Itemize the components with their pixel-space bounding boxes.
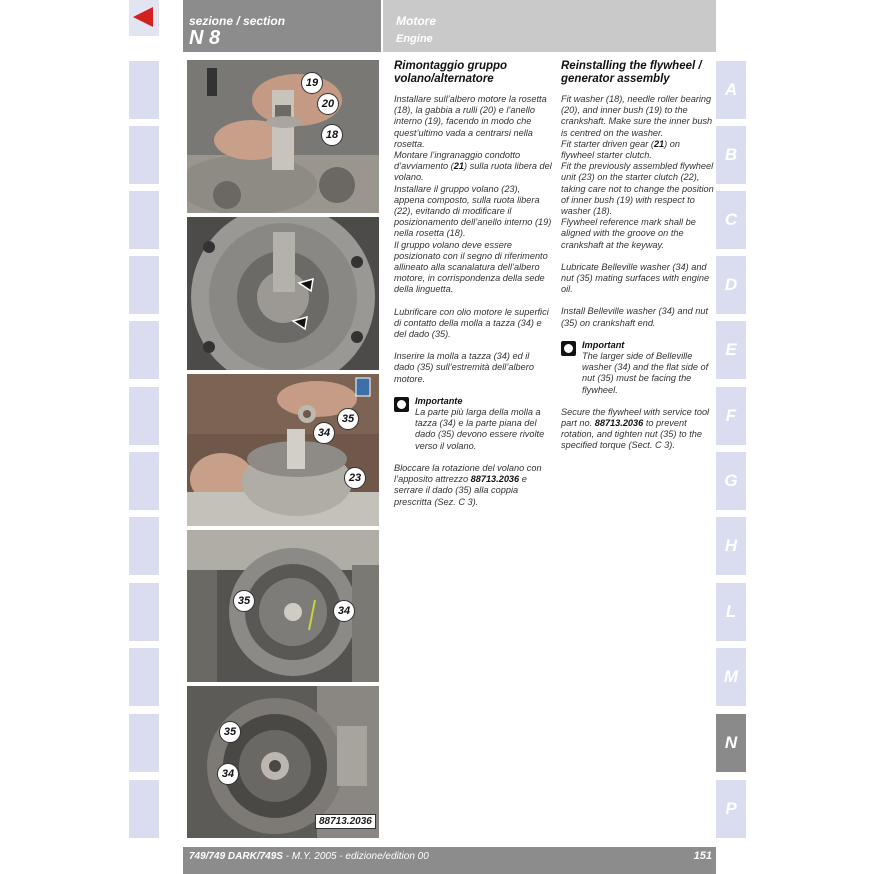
tab-f[interactable]: F	[716, 387, 746, 445]
text-en-4a: Secure the flywheel with service tool part no.	[561, 406, 710, 429]
paragraph-en-4	[561, 407, 715, 452]
chapter-header	[383, 0, 716, 52]
left-tab	[129, 780, 159, 838]
page-footer	[183, 847, 716, 874]
photo-washer-bearing	[187, 60, 379, 213]
left-tab	[129, 648, 159, 706]
text-it-1c: ) sulla ruota libera del volano.	[394, 161, 552, 183]
left-tab	[129, 583, 159, 641]
callout-20: 20	[317, 93, 339, 115]
important-title-en: Important	[582, 339, 625, 350]
footer-model: 749/749 DARK/749S	[189, 851, 283, 862]
tab-h[interactable]: H	[716, 517, 746, 575]
left-tab	[129, 517, 159, 575]
tab-n[interactable]: N	[716, 714, 746, 772]
tab-g[interactable]: G	[716, 452, 746, 510]
callout-18: 18	[321, 124, 343, 146]
page-number: 151	[693, 850, 712, 862]
tab-a[interactable]: A	[716, 61, 746, 119]
warning-icon	[394, 397, 409, 412]
callout-35: 35	[337, 408, 359, 430]
left-tab	[129, 452, 159, 510]
footer-model-line	[189, 851, 429, 862]
important-text-it: La parte più larga della molla a tazza (34) e la parte piana del dado (35) devono essere rivolte verso il volano.	[415, 407, 545, 451]
tab-c[interactable]: C	[716, 191, 746, 249]
paragraph-it-3: Inserire la molla a tazza (34) ed il dado (35) sull’estremità dell’albero motore.	[394, 351, 534, 384]
heading-italian	[394, 60, 552, 86]
heading-english	[561, 60, 715, 86]
heading-english-line1: Reinstalling the flywheel /	[561, 60, 702, 72]
callout-34: 34	[333, 600, 355, 622]
photo-nut-installed	[187, 530, 379, 682]
callout-35: 35	[233, 590, 255, 612]
paragraph-en-2: Lubricate Belleville washer (34) and nut (35) mating surfaces with engine oil.	[561, 261, 710, 295]
text-it-1b-bold: 21	[453, 161, 464, 172]
text-en-4b: to prevent rotation, and tighten nut (35) to the specified torque (Sect. C 3).	[561, 418, 702, 451]
tab-p[interactable]: P	[716, 780, 746, 838]
text-it-4-bold: 88713.2036	[470, 474, 520, 485]
text-it-1e: Il gruppo volano deve essere posizionato con il segno di riferimento allineato alla scanalatura dell’albero motore, in corrispondenza della sede della linguetta.	[394, 239, 548, 295]
text-it-1d: Installare il gruppo volano (23), appena composto, sulla ruota libera (22), evitando di modificare il posizionamento dell’anello interno (19) nella rosetta (18).	[394, 183, 552, 239]
left-tab	[129, 321, 159, 379]
text-it-1b: Montare l’ingranaggio condotto d’avviamento (	[394, 150, 521, 172]
text-it-1a: Installare sull’albero motore la rosetta (18), la gabbia a rulli (20) e l’anello interno (19), facendo in modo che quest’ultimo vada a centrarsi nella rosetta.	[394, 94, 547, 149]
text-en-1d: Fit the previously assembled flywheel unit (23) on the starter clutch (22), taking care not to change the position of inner bush (19) with respect to washer (18).	[561, 161, 714, 217]
warning-icon	[561, 341, 576, 356]
callout-19: 19	[301, 72, 323, 94]
callout-35: 35	[219, 721, 241, 743]
text-en-1b-bold: 21	[653, 138, 665, 149]
callout-34: 34	[217, 763, 239, 785]
left-tab	[129, 714, 159, 772]
footer-edition: - M.Y. 2005 - edizione/edition 00	[282, 851, 429, 862]
paragraph-en-1	[561, 94, 715, 251]
arrow-left-icon	[133, 7, 153, 27]
paragraph-it-4	[394, 463, 552, 508]
section-header	[183, 0, 381, 52]
chapter-title-en: Engine	[396, 33, 433, 45]
text-en-1a: Fit washer (18), needle roller bearing (20), and inner bush (19) to the crankshaft. Make sure the inner bush is centred on the washer.	[561, 94, 713, 138]
text-en-4-bold: 88713.2036	[594, 418, 644, 429]
photo-service-tool	[187, 686, 379, 838]
photo-belleville-washer	[187, 374, 379, 526]
left-tab	[129, 256, 159, 314]
text-it-4a: Bloccare la rotazione del volano con l’apposito attrezzo	[394, 462, 542, 485]
left-tab	[129, 61, 159, 119]
text-en-1b: Fit starter driven gear (	[561, 138, 654, 149]
tab-l[interactable]: L	[716, 583, 746, 641]
heading-italian-line2: volano/alternatore	[394, 73, 494, 85]
tool-label: 88713.2036	[315, 814, 376, 829]
important-note-it	[394, 396, 552, 463]
important-note-en	[561, 340, 715, 407]
important-title-it: Importante	[415, 395, 463, 406]
english-column	[561, 60, 715, 463]
text-en-1c: ) on flywheel starter clutch.	[561, 138, 681, 161]
tab-e[interactable]: E	[716, 321, 746, 379]
section-label: sezione / section	[189, 14, 286, 28]
section-number: N 8	[189, 27, 221, 49]
paragraph-it-2: Lubrificare con olio motore le superfici di contatto della molla a tazza (34) e del dado (35).	[394, 306, 549, 340]
important-text-en: The larger side of Belleville washer (34) and the flat side of nut (35) must be facing the flywheel.	[582, 351, 709, 395]
callout-23: 23	[344, 467, 366, 489]
back-button[interactable]	[129, 0, 159, 36]
chapter-title-it: Motore	[396, 14, 436, 28]
tab-d[interactable]: D	[716, 256, 746, 314]
heading-italian-line1: Rimontaggio gruppo	[394, 60, 508, 72]
left-tab	[129, 387, 159, 445]
paragraph-en-3: Install Belleville washer (34) and nut (35) on crankshaft end.	[561, 306, 709, 328]
left-tab	[129, 126, 159, 184]
tab-b[interactable]: B	[716, 126, 746, 184]
heading-english-line2: generator assembly	[561, 73, 670, 85]
paragraph-it-1	[394, 94, 552, 296]
left-tab	[129, 191, 159, 249]
text-it-4b: e serrare il dado (35) alla coppia prescritta (Sez. C 3).	[394, 474, 527, 507]
text-en-1e: Flywheel reference mark shall be aligned with the groove on the crankshaft at the keyway.	[561, 217, 696, 250]
italian-column	[394, 60, 552, 519]
callout-34: 34	[313, 422, 335, 444]
tab-m[interactable]: M	[716, 648, 746, 706]
photo-reference-mark	[187, 217, 379, 370]
